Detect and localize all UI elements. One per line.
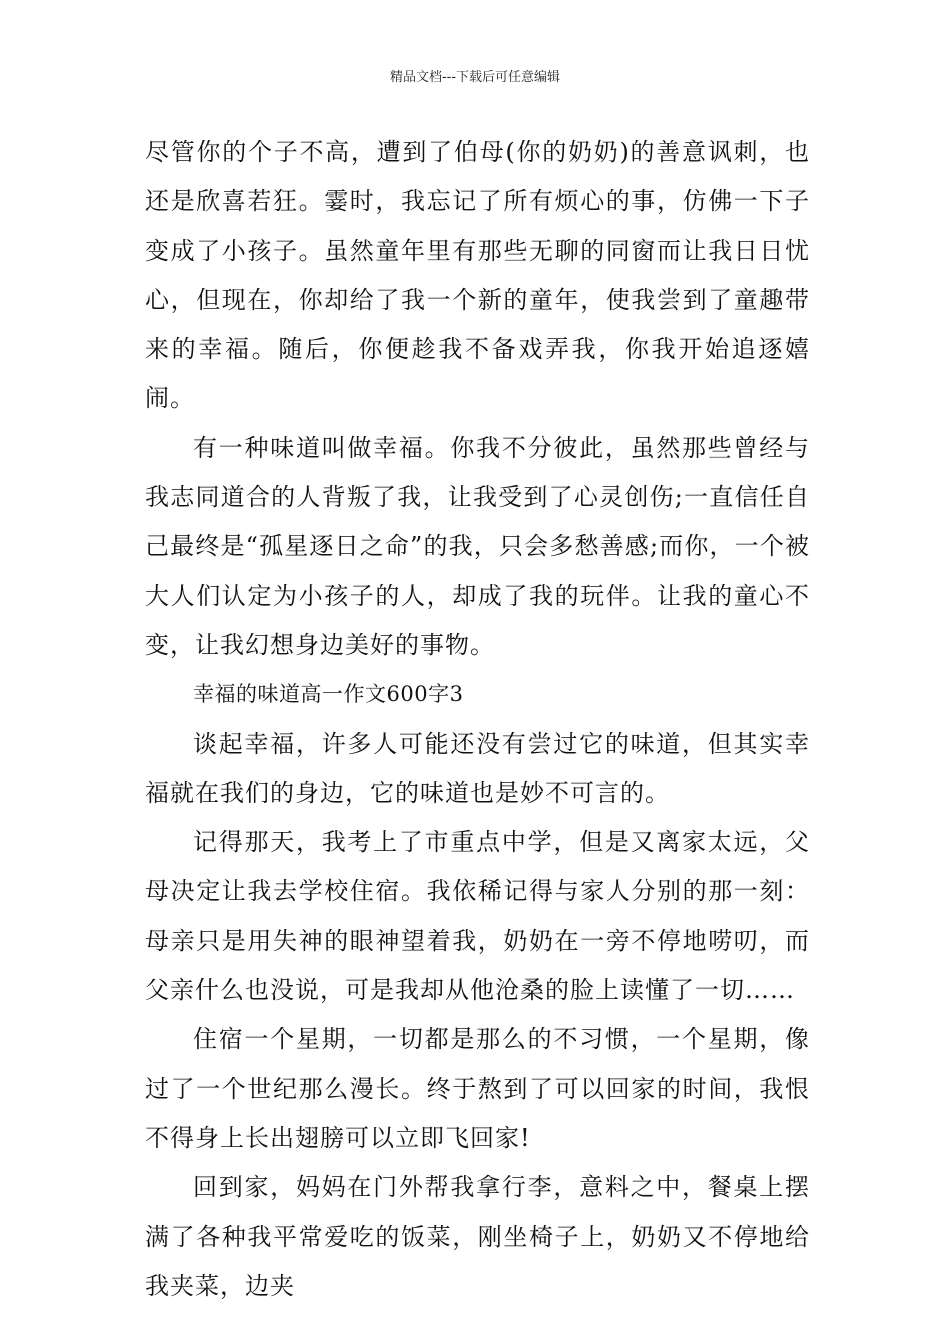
paragraph: 有一种味道叫做幸福。你我不分彼此，虽然那些曾经与我志同道合的人背叛了我，让我受到了心灵创伤;一直信任自己最终是“孤星逐日之命”的我，只会多愁善感;而你，一个被大人们认定为小孩子的人，却成了我的玩伴。让我的童心不变，让我幻想身边美好的事物。: [145, 433, 810, 659]
section-heading: 幸福的味道高一作文600字3: [193, 682, 464, 707]
paragraph: 尽管你的个子不高，遭到了伯母(你的奶奶)的善意讽刺，也还是欣喜若狂。霎时，我忘记了所有烦心的事，仿佛一下子变成了小孩子。虽然童年里有那些无聊的同窗而让我日日忧心，但现在，你却给了我一个新的童年，使我尝到了童趣带来的幸福。随后，你便趁我不备戏弄我，你我开始追逐嬉闹。: [145, 138, 810, 413]
page-header: 精品文档---下载后可任意编辑: [389, 70, 561, 85]
paragraph: 住宿一个星期，一切都是那么的不习惯，一个星期，像过了一个世纪那么漫长。终于熬到了可以回家的时间，我恨不得身上长出翅膀可以立即飞回家!: [145, 1025, 810, 1152]
paragraph: 回到家，妈妈在门外帮我拿行李，意料之中，餐桌上摆满了各种我平常爱吃的饭菜，刚坐椅子上，奶奶又不停地给我夹菜，边夹: [145, 1173, 810, 1300]
document-body: [145, 128, 810, 1311]
paragraph: 记得那天，我考上了市重点中学，但是又离家太远，父母决定让我去学校住宿。我依稀记得与家人分别的那一刻：母亲只是用失神的眼神望着我，奶奶在一旁不停地唠叨，而父亲什么也没说，可是我却从他沧桑的脸上读懂了一切……: [145, 828, 810, 1005]
paragraph: 谈起幸福，许多人可能还没有尝过它的味道，但其实幸福就在我们的身边，它的味道也是妙不可言的。: [145, 729, 810, 807]
